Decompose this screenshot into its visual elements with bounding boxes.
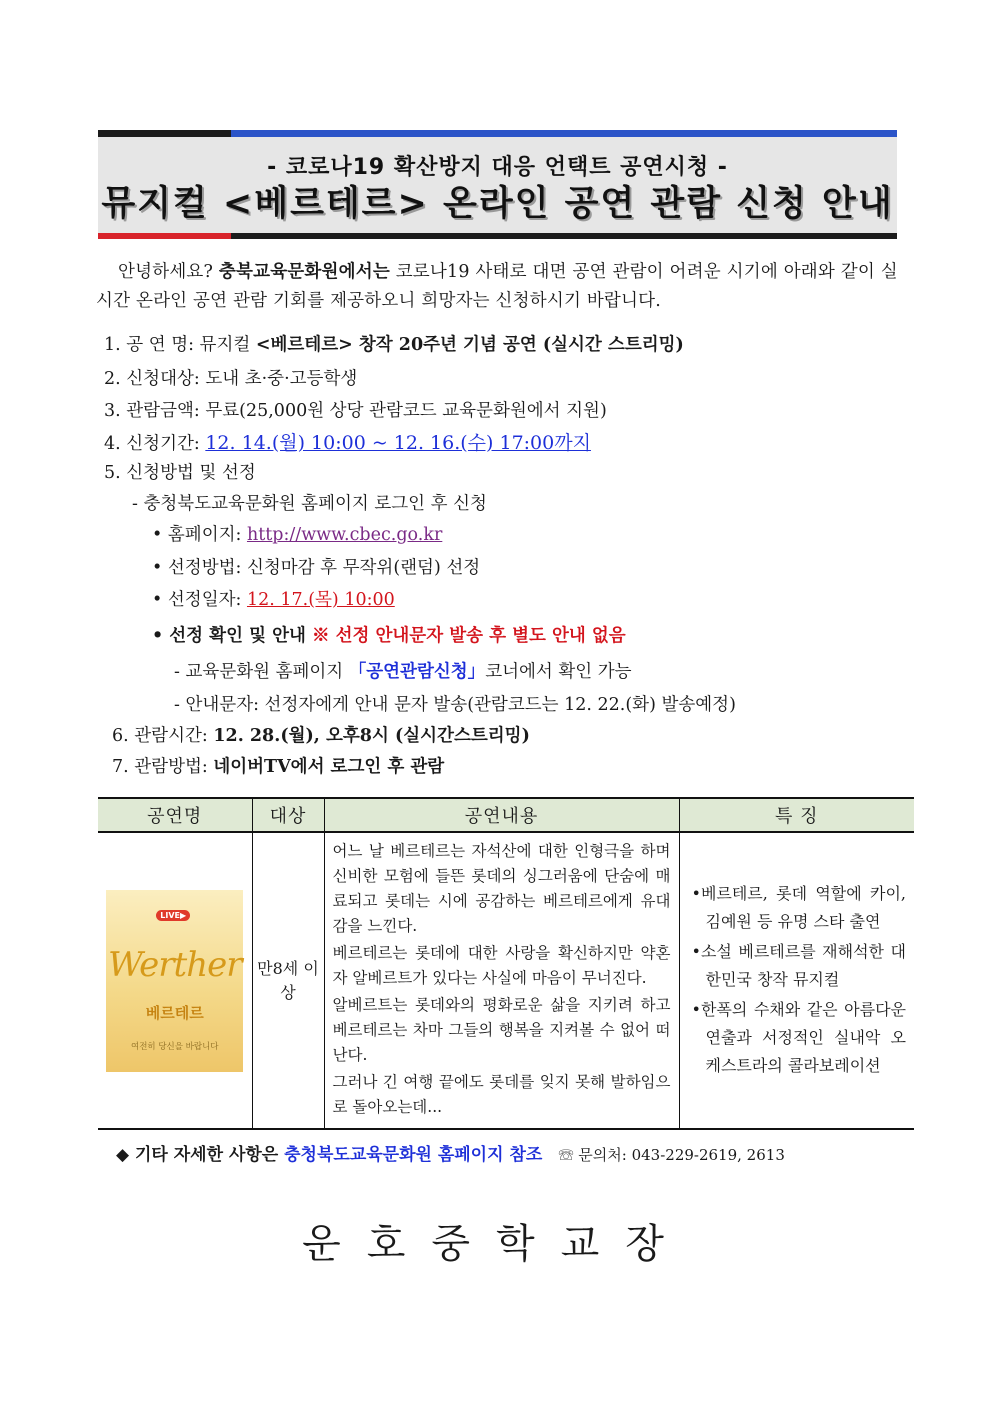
- poster-script-title: Werther: [108, 944, 242, 985]
- viewing-method: 네이버TV에서 로그인 후 관람: [213, 757, 445, 777]
- banner-bottom-bar: [98, 233, 897, 239]
- sms-line: - 안내문자: 선정자에게 안내 문자 발송(관람코드는 12. 22.(화) 발송예정): [174, 695, 736, 715]
- feature-item: •한폭의 수채와 같은 아름다운 연출과 서정적인 실내악 오케스트라의 콜라보레이션: [691, 999, 906, 1075]
- poster-tagline: 여전히 당신을 바랍니다: [130, 1041, 219, 1052]
- selection-date: 12. 17.(목) 10:00: [246, 590, 395, 610]
- item-time: 6. 관람시간: 12. 28.(월), 오후8시 (실시간스트리밍): [112, 726, 530, 746]
- selection-method: • 선정방법: 신청마감 후 무작위(랜덤) 선정: [152, 558, 481, 578]
- werther-poster: [106, 890, 243, 1072]
- intro-greeting: 안녕하세요?: [118, 262, 219, 282]
- content-paragraph: 그러나 긴 여행 끝에도 롯데를 잊지 못해 발하임으로 돌아오는데...: [332, 1073, 671, 1116]
- item-target: 2. 신청대상: 도내 초·중·고등학생: [104, 369, 358, 389]
- content-cell: [324, 832, 679, 1129]
- footer-note: ◆ 기타 자세한 사항은 충청북도교육문화원 홈페이지 참조 ☏ 문의처: 043-229-2619, 2613: [116, 1145, 785, 1165]
- col-header-features: 특 징: [679, 798, 914, 832]
- feature-item: •소설 베르테르를 재해석한 대한민국 창작 뮤지컬: [691, 941, 906, 989]
- col-header-name: 공연명: [98, 798, 252, 832]
- homepage-line: • 홈페이지: http://www.cbec.go.kr: [152, 525, 443, 545]
- target-cell: 만8세 이상: [252, 832, 324, 1129]
- selection-notice: • 선정 확인 및 안내 ※ 선정 안내문자 발송 후 별도 안내 없음: [152, 626, 626, 646]
- feature-item: •베르테르, 롯데 역할에 카이, 김예원 등 유명 스타 출연: [691, 883, 906, 931]
- application-period: 12. 14.(월) 10:00 ~ 12. 16.(수) 17:00까지: [205, 432, 591, 454]
- banner-top-bar: [98, 130, 897, 137]
- intro-rest: 코로나19 사태로 대면 공연 관람이 어려운 시기에 아래와 같이 실시간 온라인 공연 관람 기회를 제공하오니 희망자는 신청하시기 바랍니다.: [96, 262, 898, 311]
- performance-name: <베르테르> 창작 20주년 기념 공연 (실시간 스트리밍): [255, 335, 684, 355]
- corner-name: 「공연관람신청」: [348, 662, 486, 682]
- col-header-content: 공연내용: [324, 798, 679, 832]
- viewing-time: 12. 28.(월), 오후8시 (실시간스트리밍): [213, 726, 530, 746]
- performance-table: [98, 797, 914, 1130]
- item-title: 1. 공 연 명: 뮤지컬 <베르테르> 창작 20주년 기념 공연 (실시간 스트리밍): [104, 335, 684, 355]
- footer-homepage-ref: 충청북도교육문화원 홈페이지 참조: [284, 1145, 543, 1165]
- check-line: - 교육문화원 홈페이지 「공연관람신청」코너에서 확인 가능: [174, 662, 632, 682]
- signature: 운호중학교장: [302, 1221, 690, 1267]
- poster-cell: [98, 832, 252, 1129]
- table-header-row: [98, 798, 914, 832]
- table-row: [98, 832, 914, 1129]
- item-period: 4. 신청기간: 12. 14.(월) 10:00 ~ 12. 16.(수) 17:00까지: [104, 432, 591, 454]
- notice-warning: ※ 선정 안내문자 발송 후 별도 안내 없음: [311, 626, 626, 646]
- page-title: 뮤지컬 <베르테르> 온라인 공연 관람 신청 안내: [101, 184, 894, 224]
- live-badge: LIVE▶: [156, 910, 190, 921]
- homepage-link[interactable]: http://www.cbec.go.kr: [246, 525, 443, 545]
- method-sub: - 충청북도교육문화원 홈페이지 로그인 후 신청: [132, 494, 487, 514]
- item-method: 5. 신청방법 및 선정: [104, 463, 256, 483]
- contact-info: ☏ 문의처: 043-229-2619, 2613: [558, 1146, 785, 1164]
- intro-paragraph: [96, 258, 902, 316]
- intro-org: 충북교육문화원에서는: [218, 262, 390, 282]
- selection-date-line: • 선정일자: 12. 17.(목) 10:00: [152, 590, 395, 610]
- item-price: 3. 관람금액: 무료(25,000원 상당 관람코드 교육문화원에서 지원): [104, 401, 607, 421]
- banner-subtitle: - 코로나19 확산방지 대응 언택트 공연시청 -: [267, 155, 728, 180]
- poster-korean-title: 베르테르: [145, 1003, 204, 1022]
- col-header-target: 대상: [252, 798, 324, 832]
- features-cell: [679, 832, 914, 1129]
- content-paragraph: 알베르트는 롯데와의 평화로운 삶을 지키려 하고 베르테르는 차마 그들의 행복을 지켜볼 수 없어 떠난다.: [332, 996, 671, 1064]
- content-paragraph: 베르테르는 롯데에 대한 사랑을 확신하지만 약혼자 알베르트가 있다는 사실에 마음이 무너진다.: [332, 944, 671, 987]
- item-how: 7. 관람방법: 네이버TV에서 로그인 후 관람: [112, 757, 445, 777]
- content-paragraph: 어느 날 베르테르는 자석산에 대한 인형극을 하며 신비한 모험에 들뜬 롯데의 싱그러움에 단숨에 매료되고 롯데는 시에 공감하는 베르테르에게 유대감을 느낀다.: [332, 842, 671, 935]
